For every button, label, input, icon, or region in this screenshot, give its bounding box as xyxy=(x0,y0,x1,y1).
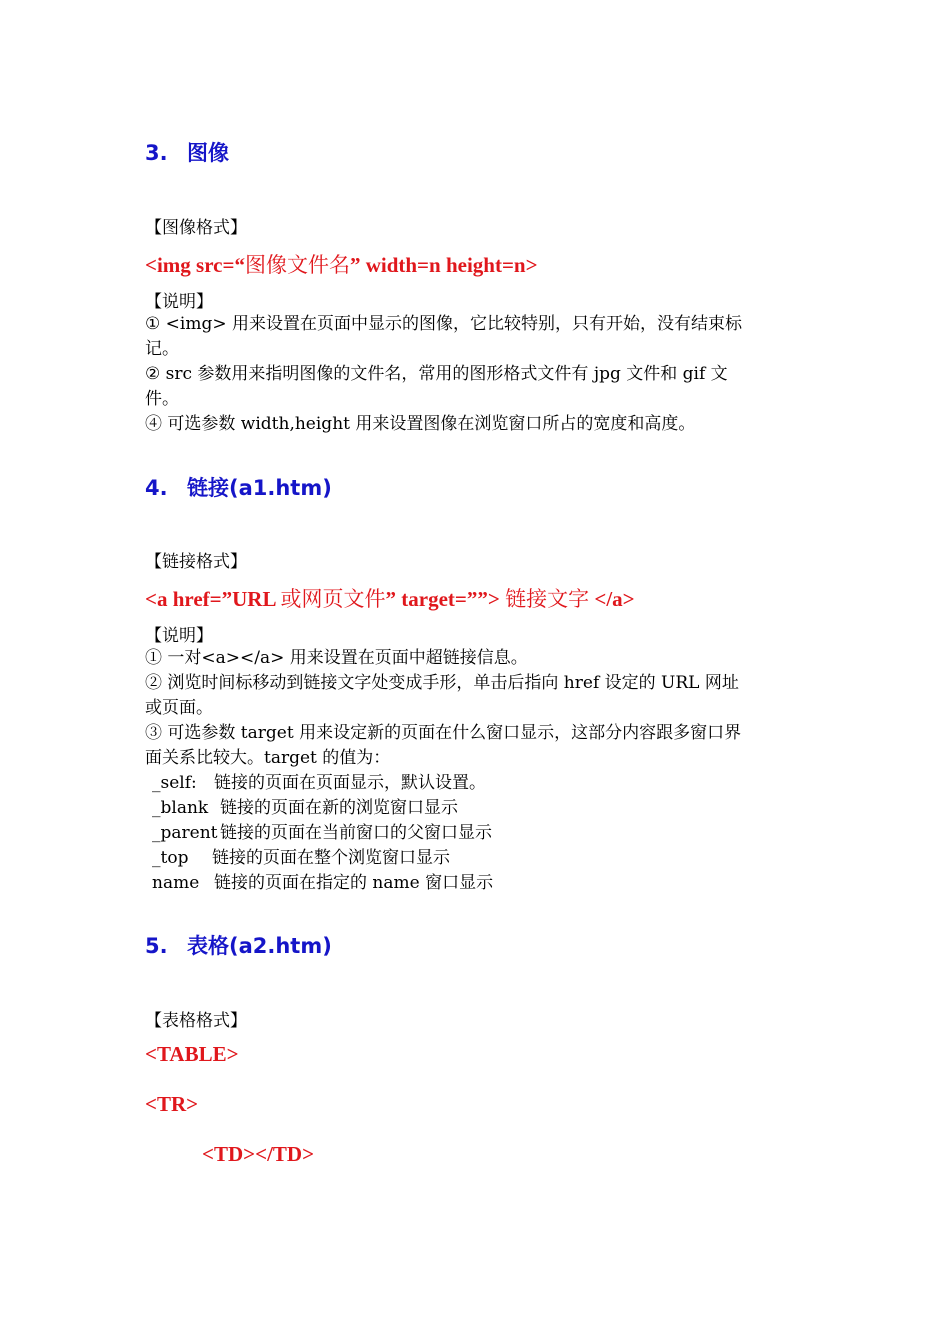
link-format-label: 【链接格式】 xyxy=(145,552,247,572)
a-syntax-link-text: 链接文字 xyxy=(505,587,590,611)
a-syntax-part-2: ” target=””> xyxy=(385,587,506,611)
image-desc-line: 记。 xyxy=(145,339,179,359)
section-4-title: 链接(a1.htm) xyxy=(187,476,332,500)
link-desc-line: 或页面。 xyxy=(145,698,213,718)
target-desc: 链接的页面在页面显示，默认设置。 xyxy=(214,773,486,793)
a-syntax-file: 或网页文件 xyxy=(280,587,386,611)
img-syntax-filename: 图像文件名 xyxy=(244,253,350,277)
image-desc-line: ① <img> 用来设置在页面中显示的图像，它比较特别，只有开始，没有结束标 xyxy=(145,314,742,334)
link-desc-line: ③ 可选参数 target 用来设定新的页面在什么窗口显示，这部分内容跟多窗口界 xyxy=(145,723,742,743)
section-5-number: 5. xyxy=(145,934,168,958)
image-desc-line: ② src 参数用来指明图像的文件名，常用的图形格式文件有 jpg 文件和 gif 文 xyxy=(145,364,728,384)
target-option-top xyxy=(152,846,493,871)
img-syntax-part-2: ” width=n height=n> xyxy=(349,253,538,277)
target-key: _top xyxy=(152,848,189,868)
td-tag: <TD></TD> xyxy=(202,1142,315,1166)
tr-tag: <TR> xyxy=(145,1092,199,1116)
a-syntax-part-1: <a href=”URL xyxy=(145,587,281,611)
target-key: _parent xyxy=(152,823,218,843)
target-options-list xyxy=(152,771,493,896)
target-option-name xyxy=(152,871,493,896)
target-key: _self: xyxy=(152,773,197,793)
target-key: name xyxy=(152,873,200,893)
image-desc-paragraph xyxy=(145,312,742,437)
target-desc: 链接的页面在新的浏览窗口显示 xyxy=(220,798,458,818)
table-format-label: 【表格格式】 xyxy=(145,1011,247,1031)
img-tag-syntax xyxy=(145,249,538,279)
image-desc-label: 【说明】 xyxy=(145,292,213,312)
target-desc: 链接的页面在指定的 name 窗口显示 xyxy=(214,873,494,893)
image-desc-line: ④ 可选参数 width,height 用来设置图像在浏览窗口所占的宽度和高度。 xyxy=(145,414,696,434)
link-desc-line: 面关系比较大。target 的值为： xyxy=(145,748,391,768)
target-option-self xyxy=(152,771,493,796)
link-desc-label: 【说明】 xyxy=(145,626,213,646)
section-5-title: 表格(a2.htm) xyxy=(187,934,332,958)
img-syntax-part-1: <img src=“ xyxy=(145,253,245,277)
section-4-heading xyxy=(145,472,332,502)
target-key: _blank xyxy=(152,798,209,818)
link-desc-line: ② 浏览时间标移动到链接文字处变成手形，单击后指向 href 设定的 URL 网址 xyxy=(145,673,739,693)
link-desc-paragraph xyxy=(145,646,741,771)
target-desc: 链接的页面在当前窗口的父窗口显示 xyxy=(220,823,492,843)
a-syntax-part-3: </a> xyxy=(589,587,635,611)
section-4-number: 4. xyxy=(145,476,168,500)
section-5-heading xyxy=(145,930,332,960)
link-desc-line: ① 一对<a></a> 用来设置在页面中超链接信息。 xyxy=(145,648,528,668)
target-desc: 链接的页面在整个浏览窗口显示 xyxy=(212,848,450,868)
table-tag: <TABLE> xyxy=(145,1042,239,1066)
image-format-label: 【图像格式】 xyxy=(145,218,247,238)
section-3-title: 图像 xyxy=(187,141,229,165)
a-tag-syntax xyxy=(145,583,635,613)
image-desc-line: 件。 xyxy=(145,389,179,409)
section-3-heading xyxy=(145,137,229,167)
target-option-blank xyxy=(152,796,493,821)
target-option-parent xyxy=(152,821,493,846)
section-3-number: 3. xyxy=(145,141,168,165)
